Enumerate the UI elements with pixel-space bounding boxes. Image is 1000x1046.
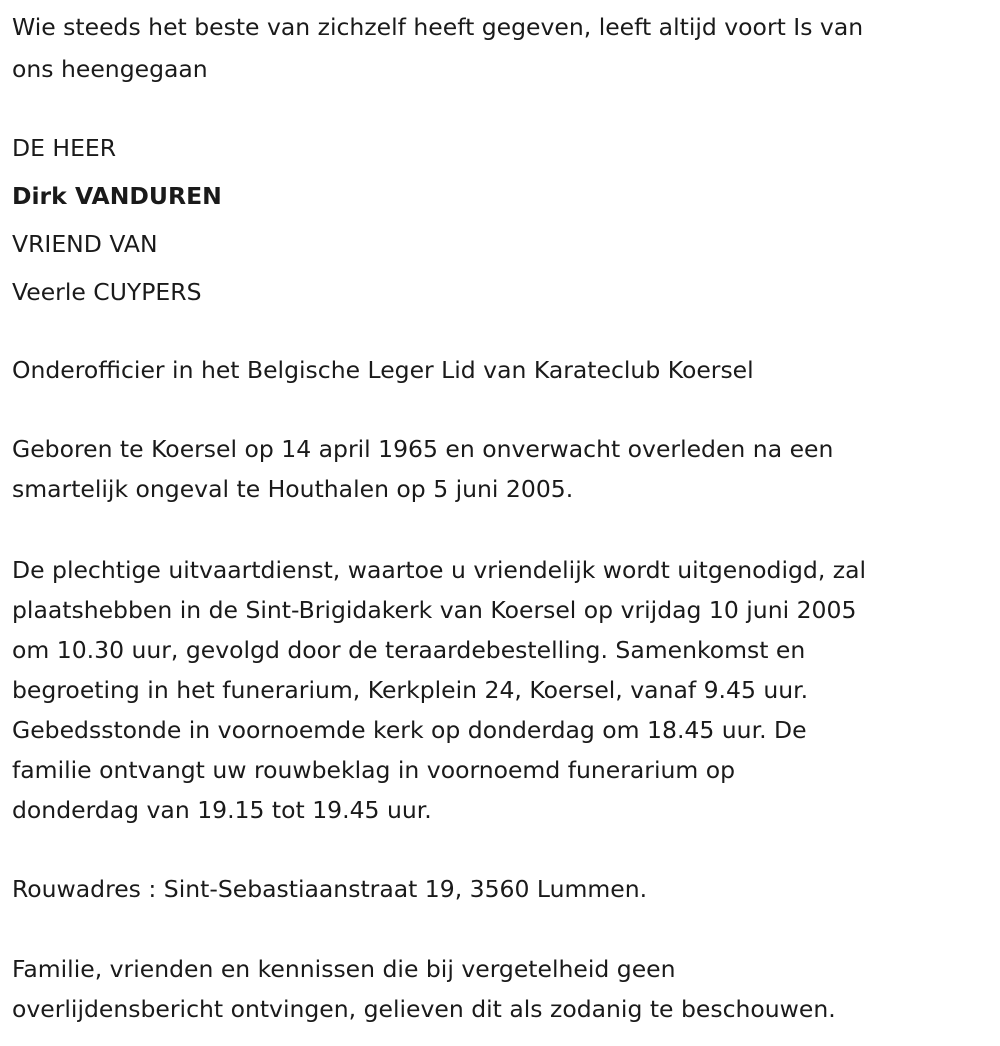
text-line: De plechtige uitvaartdienst, waartoe u vriendelijk wordt uitgenodigd, zal	[12, 556, 867, 584]
text-line: Geboren te Koersel op 14 april 1965 en onverwacht overleden na een	[12, 435, 834, 463]
deceased-name: Dirk VANDUREN	[12, 182, 222, 210]
text-line: overlijdensbericht ontvingen, gelieven dit als zodanig te beschouwen.	[12, 995, 836, 1023]
text-line: plaatshebben in de Sint-Brigidakerk van Koersel op vrijdag 10 juni 2005	[12, 596, 857, 624]
text-line: Familie, vrienden en kennissen die bij vergetelheid geen	[12, 955, 676, 983]
text-line: Onderofficier in het Belgische Leger Lid van Karateclub Koersel	[12, 356, 754, 384]
text-line: Wie steeds het beste van zichzelf heeft gegeven, leeft altijd voort Is van	[12, 13, 864, 41]
text-line: begroeting in het funerarium, Kerkplein 24, Koersel, vanaf 9.45 uur.	[12, 676, 809, 704]
funeral-paragraph	[12, 550, 866, 830]
text-line: Gebedsstonde in voornoemde kerk op donderdag om 18.45 uur. De	[12, 716, 807, 744]
address-paragraph	[12, 869, 647, 909]
partner-name: Veerle CUYPERS	[12, 278, 202, 306]
text-line: familie ontvangt uw rouwbeklag in voornoemd funerarium op	[12, 756, 736, 784]
birth-death-paragraph	[12, 429, 833, 509]
name-block	[12, 124, 222, 316]
relation: VRIEND VAN	[12, 230, 158, 258]
text-line: Rouwadres : Sint-Sebastiaanstraat 19, 3560 Lummen.	[12, 875, 648, 903]
closing-paragraph	[12, 949, 836, 1029]
text-line: om 10.30 uur, gevolgd door de teraardebestelling. Samenkomst en	[12, 636, 806, 664]
text-line: ons heengegaan	[12, 55, 208, 83]
text-line: donderdag van 19.15 tot 19.45 uur.	[12, 796, 432, 824]
occupation-paragraph	[12, 350, 754, 390]
intro-paragraph	[12, 6, 863, 90]
text-line: smartelijk ongeval te Houthalen op 5 juni 2005.	[12, 475, 574, 503]
title-prefix: DE HEER	[12, 134, 117, 162]
